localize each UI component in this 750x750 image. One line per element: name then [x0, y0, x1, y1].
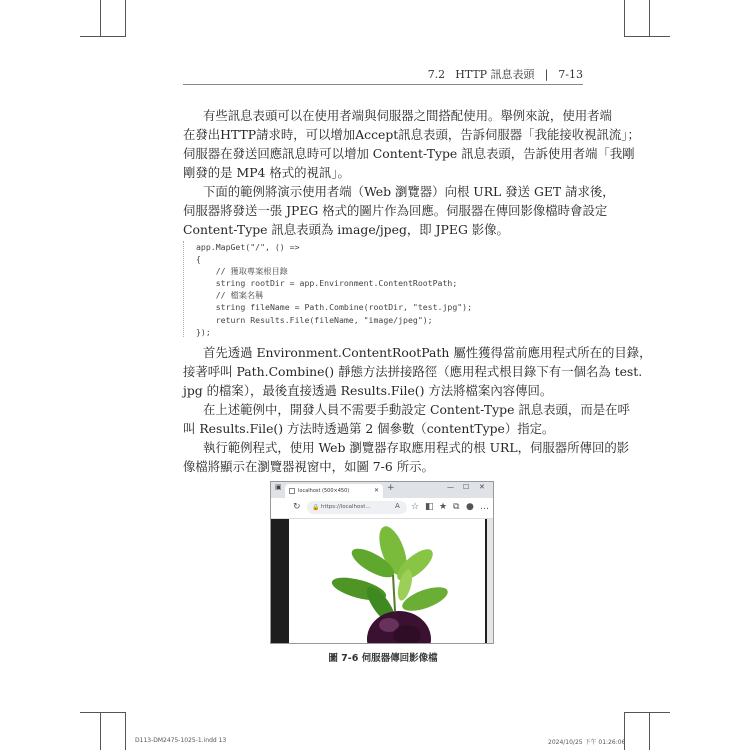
close-window-icon: ✕ [479, 483, 485, 491]
crop-mark [125, 0, 126, 36]
maximize-icon: ☐ [463, 483, 470, 491]
crop-mark [624, 36, 670, 37]
crop-mark [100, 712, 101, 750]
running-header [183, 66, 583, 82]
code-line: app.MapGet("/", () => [196, 242, 300, 252]
viewport-scrollbar [487, 519, 493, 644]
browser-viewport [271, 519, 493, 644]
paragraph-2: 下面的範例將演示使用者端（Web 瀏覽器）向根 URL 發送 GET 請求後， 伺服器將發送一張 JPEG 格式的圖片作為回應。伺服器在傳回影像檔時會設定 Content-Type 訊息表頭為 image/jpeg，即 JPEG 影像。 [183, 184, 615, 237]
code-line: // 檔案名稱 [196, 290, 264, 301]
figure-browser-screenshot [270, 481, 494, 644]
more-icon: … [480, 502, 489, 512]
minimize-icon: — [447, 483, 454, 491]
crop-mark [80, 36, 126, 37]
crop-mark [80, 712, 126, 713]
section-number: 7.2 [427, 67, 446, 81]
browser-toolbar [271, 498, 493, 519]
print-footer-right: 2024/10/25 下午 01:26:06 [548, 739, 626, 746]
code-line: string fileName = Path.Combine(rootDir, "test.jpg"); [196, 302, 473, 313]
code-line: }); [196, 326, 211, 337]
crop-mark [100, 0, 101, 36]
paragraph-1: 有些訊息表頭可以在使用者端與伺服器之間搭配使用。舉例來說，使用者端 在發出HTTP請求時，可以增加Accept訊息表頭，告訴伺服器「我能接收視訊流」； 伺服器在發送回應訊息時可以增加 Content-Type 訊息表頭，告訴使用者端「我剛 剛發的是 MP4 格式的視訊」。 [183, 108, 640, 180]
browser-tab-bar [271, 482, 493, 498]
tab-title: localhost (500×450) [298, 488, 350, 494]
crop-mark [125, 712, 126, 750]
section-title: HTTP 訊息表頭 [455, 68, 535, 81]
close-icon: ✕ [373, 487, 379, 494]
code-line: return Results.File(fileName, "image/jpeg"); [196, 314, 433, 325]
code-line: { [196, 254, 201, 265]
paragraph-5: 執行範例程式，使用 Web 瀏覽器存取應用程式的根 URL，伺服器所傳回的影 像檔將顯示在瀏覽器視窗中，如圖 7-6 所示。 [183, 440, 630, 474]
address-url: https://localhost... [321, 504, 371, 510]
new-tab-icon: + [387, 483, 395, 493]
favorites-icon: ☆ [411, 502, 420, 512]
crop-mark [649, 0, 650, 36]
favorites-bar-icon: ★ [439, 502, 448, 512]
crop-mark [624, 712, 670, 713]
header-separator: | [544, 67, 549, 81]
address-bar [307, 501, 407, 514]
header-rule [183, 84, 583, 85]
lock-icon: 🔒 [312, 504, 320, 511]
code-line: string rootDir = app.Environment.ContentRootPath; [196, 278, 458, 289]
code-line: // 獲取專案根目錄 [196, 266, 288, 277]
code-block [183, 241, 583, 337]
print-footer-left: D113-DM2475-1025-1.indd 13 [135, 737, 227, 744]
page-number: 7-13 [558, 67, 583, 81]
paragraph-3: 首先透過 Environment.ContentRootPath 屬性獲得當前應用程式所在的目錄， 接著呼叫 Path.Combine() 靜態方法拼接路徑（應用程式根目錄下有一個名為 test. jpg 的檔案），最後直接透過 Results.File() 方法將檔案內容傳回。 [183, 345, 652, 398]
collections-icon: ⧉ [453, 502, 460, 512]
split-screen-icon: ◧ [425, 502, 434, 512]
read-aloud-icon: A [395, 502, 400, 510]
figure-caption: 圖 7-6 伺服器傳回影像檔 [328, 653, 438, 664]
tab-actions-icon: ▣ [275, 483, 282, 491]
refresh-icon: ↻ [293, 502, 301, 512]
plum-photo [289, 519, 485, 644]
crop-mark [624, 0, 625, 36]
page-icon [289, 488, 295, 494]
profile-avatar-icon: ● [466, 502, 474, 512]
plum-illustration [289, 519, 485, 644]
paragraph-4: 在上述範例中，開發人員不需要手動設定 Content-Type 訊息表頭，而是在呼 叫 Results.File() 方法時透過第 2 個參數（contentType）指定。 [183, 402, 630, 436]
browser-tab [285, 484, 383, 498]
crop-mark [649, 712, 650, 750]
